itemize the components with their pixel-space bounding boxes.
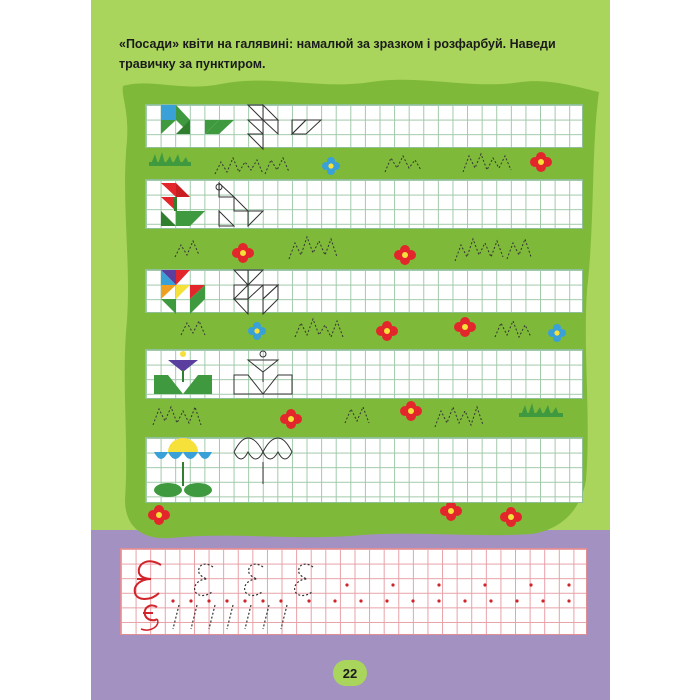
red-flower-icon [454, 317, 476, 337]
green-leaf-icon [161, 120, 176, 134]
dashed-grass-icon [175, 241, 199, 257]
blue-flower-icon [322, 157, 340, 175]
dashed-grass-icon [345, 407, 369, 423]
instruction-text: «Посади» квіти на галявині: намалюй за зразком і розфарбуй. Наведи травичку за пунктиром. [119, 37, 556, 71]
red-flower-icon [376, 321, 398, 341]
grid-strip-4[interactable] [145, 349, 583, 399]
dashed-grass-icon [455, 239, 503, 261]
grid-strip-2[interactable] [145, 179, 583, 229]
strip-2-drawing [146, 180, 584, 230]
grid-strip-5[interactable] [145, 437, 583, 503]
red-flower-icon [232, 243, 254, 263]
rainbow-petal-icon [161, 270, 205, 314]
red-flower-icon [440, 503, 462, 521]
grass-tuft-icon [149, 152, 191, 166]
dashed-grass-icon [435, 407, 483, 427]
workbook-page [91, 0, 610, 700]
grass-row-3 [145, 313, 583, 349]
start-dots [171, 583, 570, 602]
lowercase-letter-tracing [173, 605, 287, 629]
dashed-grass-icon [215, 158, 263, 174]
grass-row-4 [145, 399, 583, 437]
grass-tuft-icon [519, 403, 563, 417]
uppercase-letter-sample [135, 561, 161, 599]
dashed-grass-icon [463, 154, 511, 172]
red-flower-icon [530, 152, 552, 172]
blue-flower-icon [248, 322, 266, 340]
dashed-grass-icon [295, 319, 343, 337]
rainbow-outline [234, 270, 278, 314]
page-number [333, 660, 367, 686]
red-flower-icon [394, 245, 416, 265]
red-flower-icon [500, 507, 522, 527]
lowercase-letter-sample [141, 605, 158, 630]
bell-outline [234, 351, 292, 394]
red-flower-icon [148, 505, 170, 525]
grass-row-5 [145, 503, 583, 529]
green-leaf-icon [176, 105, 190, 120]
dashed-grass-icon [153, 407, 201, 425]
strip-3-drawing [146, 270, 584, 314]
sun-umbrella-icon [154, 438, 212, 497]
strip-4-drawing [146, 350, 584, 400]
blue-flower-icon [548, 324, 566, 342]
handwriting-drawing [121, 549, 588, 636]
dashed-grass-icon [507, 239, 531, 259]
handwriting-grid[interactable] [120, 548, 587, 635]
tulip-outline [216, 183, 263, 226]
pinwheel-outline [248, 105, 321, 149]
strip-5-drawing [146, 438, 584, 504]
grass-row-2 [145, 229, 583, 269]
strip-1-drawing [146, 105, 584, 149]
grid-strip-1[interactable] [145, 104, 583, 148]
red-tulip-icon [161, 183, 205, 226]
umbrella-outline [234, 438, 292, 484]
uppercase-letter-tracing [195, 564, 313, 595]
sky-blue-square-icon [161, 105, 176, 120]
red-flower-icon [280, 409, 302, 429]
purple-bell-icon [154, 351, 212, 394]
dashed-grass-icon [289, 237, 337, 259]
red-flower-icon [400, 401, 422, 421]
grid-strip-3[interactable] [145, 269, 583, 313]
dashed-grass-icon [265, 158, 289, 174]
dashed-grass-icon [385, 156, 421, 172]
page-number-label: 22 [342, 665, 358, 681]
dashed-grass-icon [181, 321, 205, 335]
dashed-grass-icon [495, 321, 531, 337]
